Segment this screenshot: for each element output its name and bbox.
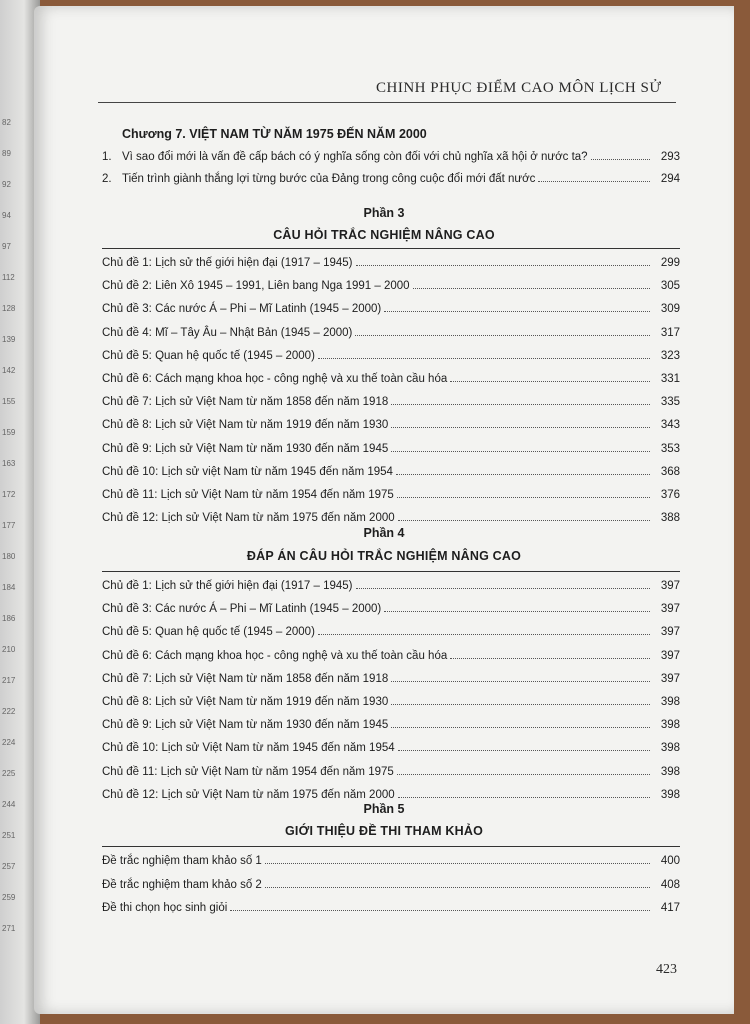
toc-entry-label: Chủ đề 2: Liên Xô 1945 – 1991, Liên bang Nga 1991 – 2000 xyxy=(102,280,410,293)
dot-leader xyxy=(391,404,650,405)
toc-entry-text: Vì sao đổi mới là vấn đề cấp bách có ý nghĩa sống còn đối với chủ nghĩa xã hội ở nước ta? xyxy=(122,151,588,163)
toc-entry xyxy=(102,737,680,754)
facing-page-number: 112 xyxy=(2,273,15,282)
toc-entry-label: Chủ đề 9: Lịch sử Việt Nam từ năm 1930 đến năm 1945 xyxy=(102,442,389,455)
facing-page-number: 259 xyxy=(2,893,16,902)
toc-entry-page: 397 xyxy=(660,649,680,662)
dot-leader xyxy=(397,497,650,498)
facing-page-number: 82 xyxy=(2,118,11,127)
facing-page-number: 155 xyxy=(2,397,16,406)
toc-entry xyxy=(102,438,680,455)
facing-page-number: 159 xyxy=(2,428,16,437)
toc-entry-page: 417 xyxy=(660,902,680,914)
toc-entry xyxy=(102,368,680,385)
facing-page-number: 184 xyxy=(2,583,16,592)
facing-page-number: 225 xyxy=(2,769,16,778)
toc-entry-label: Chủ đề 7: Lịch sử Việt Nam từ năm 1858 đến năm 1918 xyxy=(102,672,389,685)
facing-page-number: 139 xyxy=(2,335,16,344)
dot-leader xyxy=(355,335,650,336)
toc-entry-page: 398 xyxy=(660,765,680,778)
toc-entry-page: 335 xyxy=(660,396,680,409)
toc-entry-page: 376 xyxy=(660,489,680,501)
dot-leader xyxy=(384,611,650,612)
toc-entry xyxy=(102,645,680,662)
dot-leader xyxy=(450,381,650,382)
dot-leader xyxy=(398,797,650,798)
toc-entry xyxy=(102,575,680,592)
toc-entry-page: 343 xyxy=(660,419,680,432)
toc-entry-page: 397 xyxy=(660,603,680,616)
facing-page-number: 97 xyxy=(2,242,11,251)
toc-entry-page: 397 xyxy=(660,580,680,592)
toc-entry xyxy=(102,598,680,615)
toc-entry-page: 317 xyxy=(660,326,680,339)
toc-entry xyxy=(102,691,680,708)
dot-leader xyxy=(397,774,650,775)
toc-entry xyxy=(102,507,680,524)
toc-entry xyxy=(102,784,680,801)
dot-leader xyxy=(398,750,650,751)
running-header: CHINH PHỤC ĐIỂM CAO MÔN LỊCH SỬ xyxy=(376,80,662,96)
dot-leader xyxy=(591,159,650,160)
toc-entry xyxy=(102,761,680,778)
dot-leader xyxy=(318,634,650,635)
facing-page-number: 89 xyxy=(2,149,11,158)
facing-page-number: 172 xyxy=(2,490,16,499)
toc-entry-label: Chủ đề 1: Lịch sử thế giới hiện đại (1917 – 1945) xyxy=(102,257,353,269)
page-number: 423 xyxy=(656,962,677,977)
toc-entry-label: Chủ đề 12: Lịch sử Việt Nam từ năm 1975 đến năm 2000 xyxy=(102,788,395,801)
facing-page-number: 257 xyxy=(2,862,16,871)
toc-entry-label xyxy=(102,173,538,185)
toc-entry-page: 388 xyxy=(660,512,680,525)
toc-entry xyxy=(102,484,680,501)
facing-page-number: 222 xyxy=(2,707,16,716)
facing-page-number: 128 xyxy=(2,304,16,313)
toc-entry-label: Chủ đề 5: Quan hệ quốc tế (1945 – 2000) xyxy=(102,626,315,639)
toc-entry xyxy=(102,252,680,269)
part-3-rule xyxy=(102,248,680,249)
facing-page-number: 92 xyxy=(2,180,11,189)
toc-entry-label: Chủ đề 1: Lịch sử thế giới hiện đại (1917 – 1945) xyxy=(102,580,353,592)
toc-entry-label: Chủ đề 10: Lịch sử việt Nam từ năm 1945 đến năm 1954 xyxy=(102,465,393,478)
part-5-rule xyxy=(102,846,680,847)
toc-entry xyxy=(102,897,680,914)
dot-leader xyxy=(391,704,650,705)
toc-entry xyxy=(102,668,680,685)
toc-entry-page: 400 xyxy=(660,855,680,867)
toc-entry-page: 398 xyxy=(660,719,680,732)
toc-entry xyxy=(102,146,680,163)
dot-leader xyxy=(391,727,650,728)
dot-leader xyxy=(450,658,650,659)
toc-entry xyxy=(102,874,680,891)
part-5-title: GIỚI THIỆU ĐỀ THI THAM KHẢO xyxy=(284,824,483,838)
toc-entry-label: Đề thi chọn học sinh giỏi xyxy=(102,902,228,914)
dot-leader xyxy=(538,181,650,182)
toc-entry-number: 1. xyxy=(102,151,112,163)
book-page xyxy=(34,6,734,1014)
facing-page-number: 142 xyxy=(2,366,16,375)
toc-entry-label: Chủ đề 12: Lịch sử Việt Nam từ năm 1975 đến năm 2000 xyxy=(102,512,395,525)
toc-entry-label xyxy=(102,151,591,163)
toc-entry-label: Chủ đề 9: Lịch sử Việt Nam từ năm 1930 đến năm 1945 xyxy=(102,719,389,732)
toc-entry xyxy=(102,322,680,339)
toc-entry-page: 309 xyxy=(660,303,680,316)
toc-entry-label: Đề trắc nghiệm tham khảo số 2 xyxy=(102,878,262,891)
dot-leader xyxy=(398,520,650,521)
toc-entry-label: Chủ đề 4: Mĩ – Tây Âu – Nhật Bản (1945 – 2000) xyxy=(102,326,353,339)
header-rule xyxy=(98,102,676,103)
toc-entry xyxy=(102,850,680,867)
toc-entry-label: Chủ đề 7: Lịch sử Việt Nam từ năm 1858 đến năm 1918 xyxy=(102,396,389,409)
chapter-7-title: Chương 7. VIỆT NAM TỪ NĂM 1975 ĐẾN NĂM 2000 xyxy=(122,127,427,141)
toc-entry-number: 2. xyxy=(102,173,112,185)
toc-entry xyxy=(102,714,680,731)
dot-leader xyxy=(265,887,650,888)
dot-leader xyxy=(356,588,650,589)
dot-leader xyxy=(396,474,650,475)
part-5-label: Phần 5 xyxy=(363,802,405,816)
part-4-label: Phần 4 xyxy=(363,526,405,540)
toc-entry-page: 323 xyxy=(660,349,680,362)
toc-entry-page: 397 xyxy=(660,672,680,685)
toc-entry-page: 397 xyxy=(660,626,680,639)
toc-entry-label: Chủ đề 5: Quan hệ quốc tế (1945 – 2000) xyxy=(102,349,315,362)
toc-entry-label: Chủ đề 10: Lịch sử Việt Nam từ năm 1945 đến năm 1954 xyxy=(102,742,395,755)
toc-entry xyxy=(102,391,680,408)
facing-page-number: 180 xyxy=(2,552,16,561)
toc-entry-label: Chủ đề 8: Lịch sử Việt Nam từ năm 1919 đến năm 1930 xyxy=(102,419,389,432)
toc-entry xyxy=(102,168,680,185)
toc-entry xyxy=(102,461,680,478)
facing-page-number: 244 xyxy=(2,800,16,809)
facing-page-number: 210 xyxy=(2,645,16,654)
toc-entry-page: 368 xyxy=(660,465,680,478)
dot-leader xyxy=(356,265,650,266)
toc-entry xyxy=(102,414,680,431)
facing-page-number: 271 xyxy=(2,924,16,933)
toc-entry-page: 353 xyxy=(660,442,680,455)
toc-entry-label: Chủ đề 11: Lịch sử Việt Nam từ năm 1954 đến năm 1975 xyxy=(102,765,394,778)
toc-entry-label: Chủ đề 6: Cách mạng khoa học - công nghệ và xu thế toàn cầu hóa xyxy=(102,649,448,662)
toc-entry-page: 299 xyxy=(660,257,680,269)
toc-entry-page: 398 xyxy=(660,696,680,708)
part-4-rule xyxy=(102,571,680,572)
toc-entry xyxy=(102,621,680,638)
part-3-title: CÂU HỎI TRẮC NGHIỆM NÂNG CAO xyxy=(273,228,495,242)
facing-page-number: 177 xyxy=(2,521,16,530)
toc-entry-page: 398 xyxy=(660,742,680,755)
toc-entry-page: 398 xyxy=(660,788,680,801)
facing-page-number: 94 xyxy=(2,211,11,220)
toc-entry xyxy=(102,345,680,362)
dot-leader xyxy=(413,288,650,289)
toc-entry-page: 305 xyxy=(660,280,680,293)
toc-entry-label: Chủ đề 3: Các nước Á – Phi – Mĩ Latinh (1945 – 2000) xyxy=(102,303,382,316)
part-4-title: ĐÁP ÁN CÂU HỎI TRẮC NGHIỆM NÂNG CAO xyxy=(246,549,522,563)
toc-entry-label: Đề trắc nghiệm tham khảo số 1 xyxy=(102,855,262,867)
toc-entry-text: Tiến trình giành thắng lợi từng bước của Đảng trong công cuộc đổi mới đất nước xyxy=(122,173,536,185)
facing-page-number: 251 xyxy=(2,831,16,840)
facing-page-number: 186 xyxy=(2,614,16,623)
toc-entry-page: 331 xyxy=(660,373,680,385)
dot-leader xyxy=(384,311,650,312)
facing-page-number: 163 xyxy=(2,459,16,468)
part-3-label: Phần 3 xyxy=(363,206,405,220)
toc-entry xyxy=(102,298,680,315)
dot-leader xyxy=(391,451,650,452)
dot-leader xyxy=(318,358,650,359)
toc-entry-label: Chủ đề 11: Lịch sử Việt Nam từ năm 1954 đến năm 1975 xyxy=(102,489,394,501)
dot-leader xyxy=(230,910,650,911)
dot-leader xyxy=(391,427,650,428)
facing-page-number: 224 xyxy=(2,738,16,747)
toc-entry-label: Chủ đề 6: Cách mạng khoa học - công nghệ và xu thế toàn cầu hóa xyxy=(102,373,448,385)
toc-entry-label: Chủ đề 8: Lịch sử Việt Nam từ năm 1919 đến năm 1930 xyxy=(102,696,389,708)
toc-entry-label: Chủ đề 3: Các nước Á – Phi – Mĩ Latinh (1945 – 2000) xyxy=(102,603,382,616)
toc-entry-page: 408 xyxy=(660,878,680,891)
dot-leader xyxy=(391,681,650,682)
toc-entry-page: 293 xyxy=(660,151,680,163)
toc-entry-page: 294 xyxy=(660,173,680,185)
toc-entry xyxy=(102,275,680,292)
facing-page-number: 217 xyxy=(2,676,16,685)
dot-leader xyxy=(265,863,650,864)
